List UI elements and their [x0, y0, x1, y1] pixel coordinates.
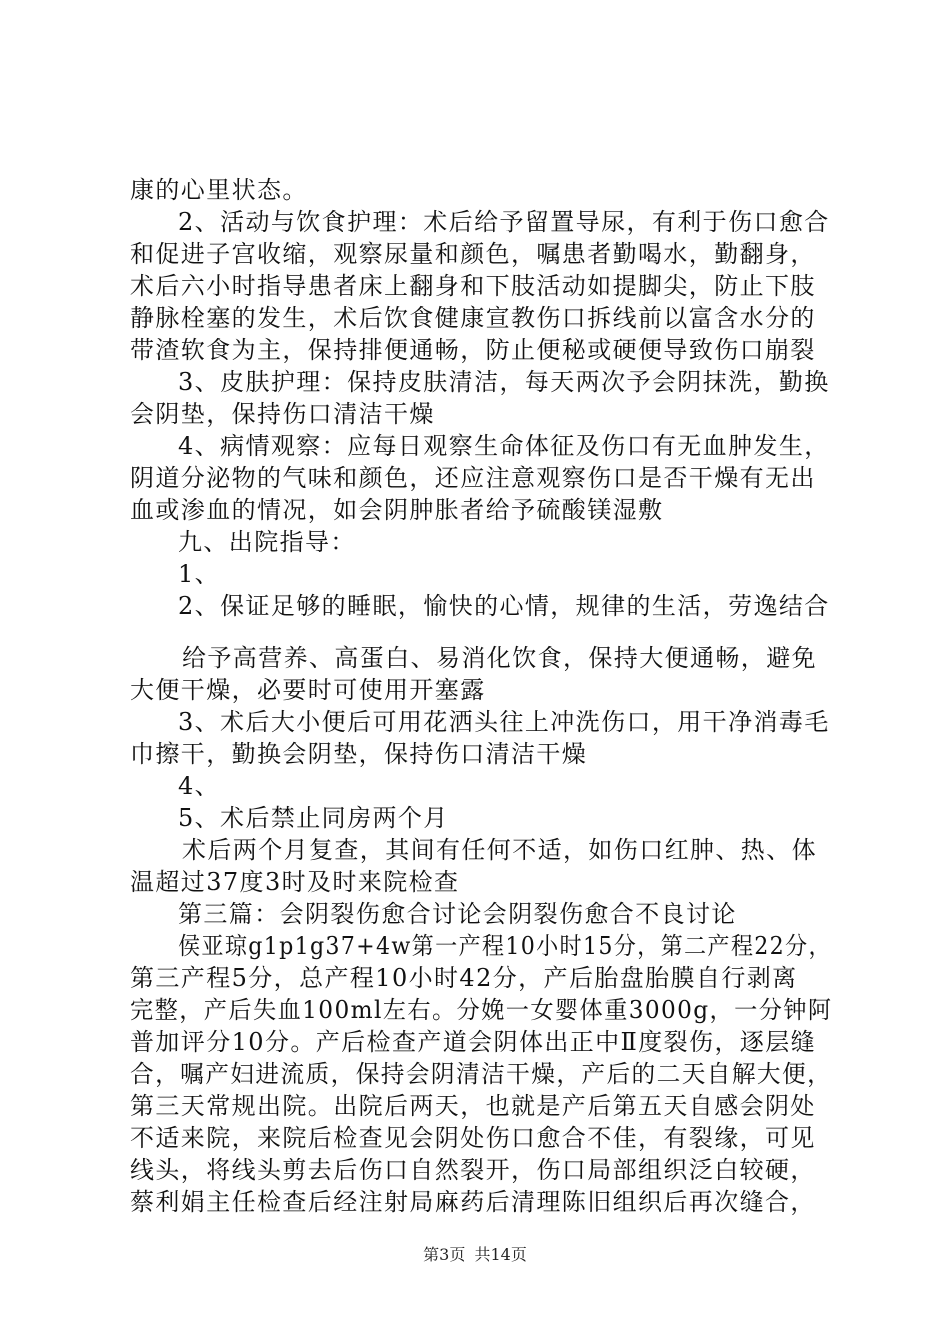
text-line: 线头，将线头剪去后伤口自然裂开，伤口局部组织泛白较硬，: [130, 1156, 816, 1184]
text-line: 完整，产后失血100ml左右。分娩一女婴体重3000g，一分钟阿: [130, 996, 833, 1024]
text-line: 侯亚琼g1p1g37+4w第一产程10小时15分，第二产程22分，: [178, 932, 832, 960]
text-line: 术后两个月复查，其间有任何不适，如伤口红肿、热、体: [182, 836, 817, 864]
text-line: 巾擦干，勤换会阴垫，保持伤口清洁干燥: [130, 740, 588, 768]
page-number: 第3页: [423, 1245, 466, 1264]
section-heading: 九、出院指导：: [178, 528, 356, 556]
text-line: 2、活动与饮食护理：术后给予留置导尿，有利于伤口愈合: [178, 208, 830, 236]
text-line: 普加评分10分。产后检查产道会阴体出正中Ⅱ度裂伤，逐层缝: [130, 1028, 817, 1056]
text-line: 3、皮肤护理：保持皮肤清洁，每天两次予会阴抹洗，勤换: [178, 368, 830, 396]
text-line: 术后六小时指导患者床上翻身和下肢活动如提脚尖，防止下肢: [130, 272, 816, 300]
text-line: 第三产程5分，总产程10小时42分，产后胎盘胎膜自行剥离: [130, 964, 798, 992]
text-line: 大便干燥，必要时可使用开塞露: [130, 676, 486, 704]
text-line: 蔡利娟主任检查后经注射局麻药后清理陈旧组织后再次缝合，: [130, 1188, 816, 1216]
text-line: 阴道分泌物的气味和颜色，还应注意观察伤口是否干燥有无出: [130, 464, 816, 492]
text-line: 第三天常规出院。出院后两天，也就是产后第五天自感会阴处: [130, 1092, 816, 1120]
text-line: 4、: [178, 772, 221, 800]
text-line: 血或渗血的情况，如会阴肿胀者给予硫酸镁湿敷: [130, 496, 664, 524]
text-line: 合，嘱产妇进流质，保持会阴清洁干燥，产后的二天自解大便，: [130, 1060, 833, 1088]
page-footer: [0, 1244, 950, 1266]
section-heading: 第三篇：会阴裂伤愈合讨论会阴裂伤愈合不良讨论: [178, 900, 737, 928]
text-line: 1、: [178, 560, 221, 588]
text-line: 康的心里状态。: [130, 176, 308, 204]
text-line: 和促进子宫收缩，观察尿量和颜色，嘱患者勤喝水，勤翻身，: [130, 240, 816, 268]
text-line: 温超过37度3时及时来院检查: [130, 868, 460, 896]
text-line: 不适来院，来院后检查见会阴处伤口愈合不佳，有裂缘，可见: [130, 1124, 816, 1152]
text-line: 会阴垫，保持伤口清洁干燥: [130, 400, 435, 428]
text-line: 给予高营养、高蛋白、易消化饮食，保持大便通畅，避免: [182, 644, 817, 672]
page-total: 共14页: [474, 1245, 527, 1264]
text-line: 带渣软食为主，保持排便通畅，防止便秘或硬便导致伤口崩裂: [130, 336, 816, 364]
text-line: 2、保证足够的睡眠，愉快的心情，规律的生活，劳逸结合: [178, 592, 830, 620]
text-line: 5、术后禁止同房两个月: [178, 804, 449, 832]
text-line: 4、病情观察：应每日观察生命体征及伤口有无血肿发生，: [178, 432, 830, 460]
text-line: 静脉栓塞的发生，术后饮食健康宣教伤口拆线前以富含水分的: [130, 304, 816, 332]
text-line: 3、术后大小便后可用花洒头往上冲洗伤口，用干净消毒毛: [178, 708, 830, 736]
